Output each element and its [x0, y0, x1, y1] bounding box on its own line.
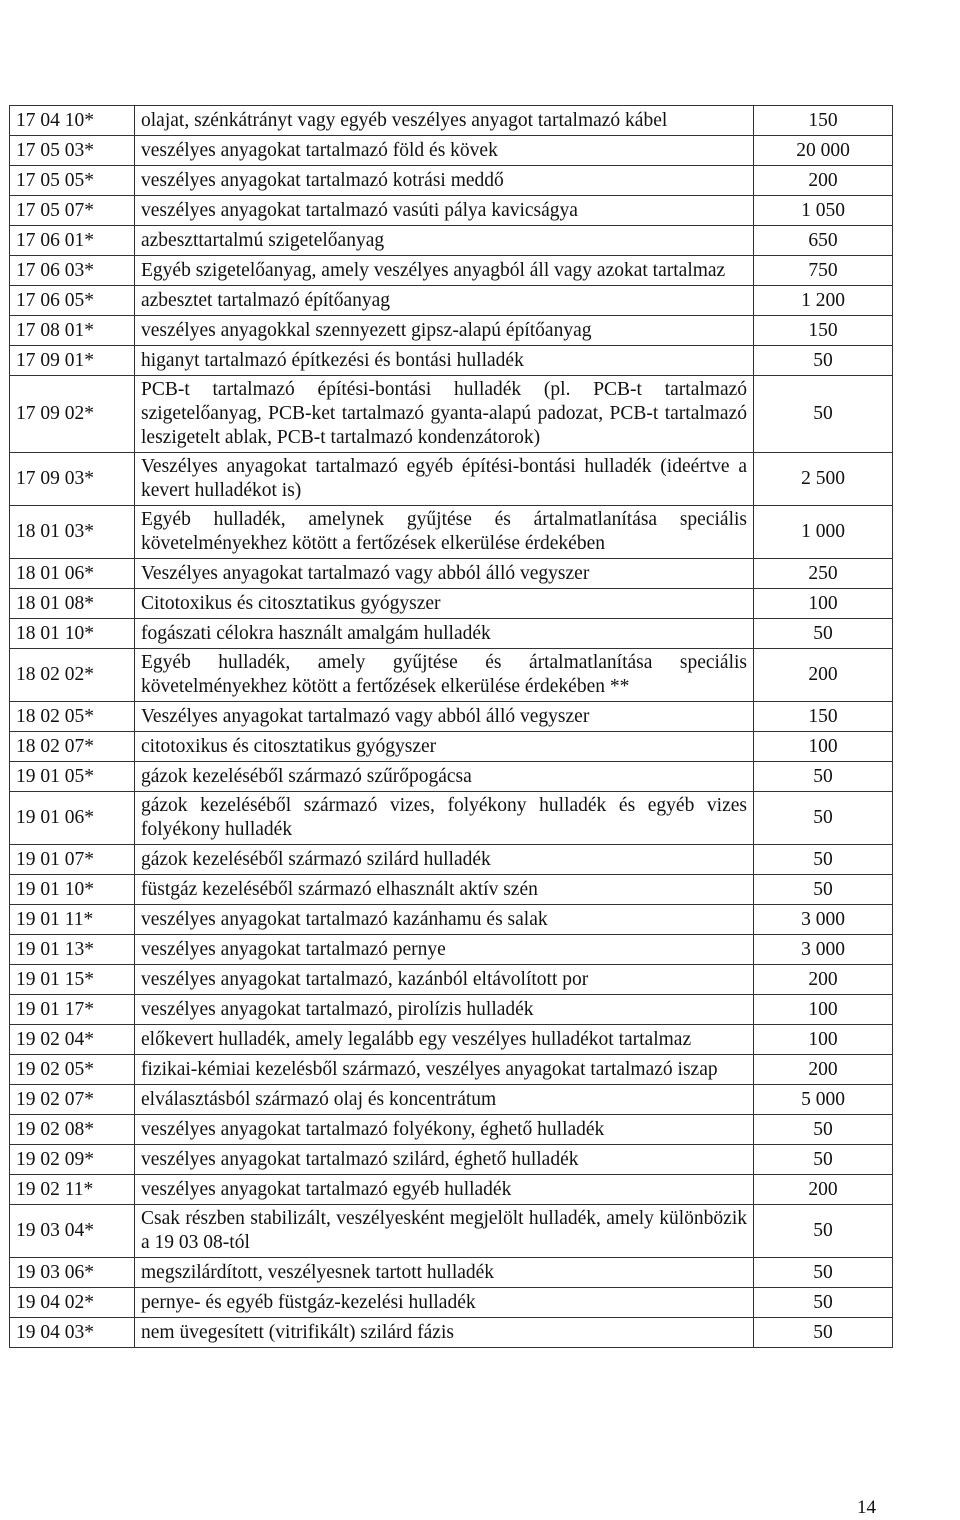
table-row [10, 732, 893, 762]
waste-code-cell: 19 02 08* [10, 1115, 135, 1145]
waste-code-cell: 19 01 05* [10, 762, 135, 792]
table-row [10, 136, 893, 166]
waste-quantity-cell: 50 [754, 1115, 893, 1145]
waste-quantity-cell: 1 000 [754, 506, 893, 559]
waste-code-cell: 19 01 06* [10, 792, 135, 845]
waste-quantity-cell: 50 [754, 875, 893, 905]
waste-code-cell: 19 01 11* [10, 905, 135, 935]
waste-code-cell: 19 02 11* [10, 1175, 135, 1205]
waste-description-cell: gázok kezeléséből származó vizes, folyékony hulladék és egyéb vizes folyékony hulladék [135, 792, 754, 845]
waste-table-body [10, 106, 893, 1348]
waste-quantity-cell: 200 [754, 1055, 893, 1085]
waste-code-cell: 17 09 02* [10, 376, 135, 453]
waste-description-cell: nem üvegesített (vitrifikált) szilárd fázis [135, 1318, 754, 1348]
waste-quantity-cell: 5 000 [754, 1085, 893, 1115]
waste-quantity-cell: 650 [754, 226, 893, 256]
waste-quantity-cell: 50 [754, 619, 893, 649]
table-row [10, 619, 893, 649]
waste-code-cell: 17 09 03* [10, 453, 135, 506]
waste-description-cell: olajat, szénkátrányt vagy egyéb veszélyes anyagot tartalmazó kábel [135, 106, 754, 136]
table-row [10, 1288, 893, 1318]
waste-code-cell: 19 02 05* [10, 1055, 135, 1085]
waste-code-cell: 19 02 09* [10, 1145, 135, 1175]
waste-code-cell: 17 05 07* [10, 196, 135, 226]
waste-quantity-cell: 50 [754, 762, 893, 792]
waste-code-cell: 17 09 01* [10, 346, 135, 376]
waste-code-cell: 17 04 10* [10, 106, 135, 136]
table-row [10, 1175, 893, 1205]
table-row [10, 589, 893, 619]
waste-quantity-cell: 100 [754, 732, 893, 762]
page-number: 14 [857, 1497, 876, 1518]
waste-code-cell: 17 05 03* [10, 136, 135, 166]
waste-code-cell: 18 01 08* [10, 589, 135, 619]
waste-description-cell: gázok kezeléséből származó szilárd hulladék [135, 845, 754, 875]
table-row [10, 905, 893, 935]
waste-code-cell: 19 01 15* [10, 965, 135, 995]
waste-code-cell: 17 08 01* [10, 316, 135, 346]
waste-code-cell: 19 01 07* [10, 845, 135, 875]
table-row [10, 762, 893, 792]
waste-code-cell: 19 03 04* [10, 1205, 135, 1258]
table-row [10, 702, 893, 732]
waste-quantity-cell: 20 000 [754, 136, 893, 166]
waste-quantity-cell: 200 [754, 166, 893, 196]
waste-code-cell: 17 06 03* [10, 256, 135, 286]
table-row [10, 1025, 893, 1055]
waste-code-cell: 17 06 05* [10, 286, 135, 316]
waste-description-cell: veszélyes anyagokat tartalmazó föld és kövek [135, 136, 754, 166]
table-row [10, 166, 893, 196]
waste-code-cell: 19 01 17* [10, 995, 135, 1025]
waste-description-cell: Citotoxikus és citosztatikus gyógyszer [135, 589, 754, 619]
waste-code-cell: 19 03 06* [10, 1258, 135, 1288]
waste-code-cell: 19 01 10* [10, 875, 135, 905]
waste-quantity-cell: 250 [754, 559, 893, 589]
waste-quantity-cell: 50 [754, 346, 893, 376]
waste-description-cell: PCB-t tartalmazó építési-bontási hulladék (pl. PCB-t tartalmazó szigetelőanyag, PCB-ket tartalmazó gyanta-alapú padozat, PCB-t tartalmazó leszigetelt ablak, PCB-t tartalmazó kondenzátorok) [135, 376, 754, 453]
waste-description-cell: veszélyes anyagokat tartalmazó folyékony, éghető hulladék [135, 1115, 754, 1145]
waste-description-cell: azbesztet tartalmazó építőanyag [135, 286, 754, 316]
waste-code-cell: 18 01 06* [10, 559, 135, 589]
waste-table [9, 105, 893, 1348]
waste-code-cell: 18 02 07* [10, 732, 135, 762]
waste-quantity-cell: 50 [754, 1288, 893, 1318]
table-row [10, 649, 893, 702]
waste-description-cell: Egyéb hulladék, amely gyűjtése és ártalmatlanítása speciális követelményekhez kötött a fertőzések elkerülése érdekében ** [135, 649, 754, 702]
waste-code-cell: 17 06 01* [10, 226, 135, 256]
table-row [10, 1115, 893, 1145]
waste-description-cell: veszélyes anyagokat tartalmazó, kazánból eltávolított por [135, 965, 754, 995]
waste-description-cell: veszélyes anyagokat tartalmazó egyéb hulladék [135, 1175, 754, 1205]
waste-quantity-cell: 100 [754, 1025, 893, 1055]
waste-quantity-cell: 750 [754, 256, 893, 286]
waste-description-cell: higanyt tartalmazó építkezési és bontási hulladék [135, 346, 754, 376]
table-row [10, 376, 893, 453]
table-row [10, 346, 893, 376]
table-row [10, 845, 893, 875]
waste-description-cell: fogászati célokra használt amalgám hulladék [135, 619, 754, 649]
waste-quantity-cell: 50 [754, 1258, 893, 1288]
waste-code-cell: 17 05 05* [10, 166, 135, 196]
waste-code-cell: 19 04 03* [10, 1318, 135, 1348]
waste-quantity-cell: 3 000 [754, 905, 893, 935]
waste-quantity-cell: 50 [754, 1145, 893, 1175]
waste-description-cell: veszélyes anyagokat tartalmazó szilárd, éghető hulladék [135, 1145, 754, 1175]
table-row [10, 196, 893, 226]
waste-quantity-cell: 200 [754, 649, 893, 702]
waste-description-cell: veszélyes anyagokat tartalmazó pernye [135, 935, 754, 965]
table-row [10, 226, 893, 256]
waste-description-cell: citotoxikus és citosztatikus gyógyszer [135, 732, 754, 762]
table-row [10, 1205, 893, 1258]
table-row [10, 256, 893, 286]
waste-quantity-cell: 1 200 [754, 286, 893, 316]
waste-description-cell: azbeszttartalmú szigetelőanyag [135, 226, 754, 256]
table-row [10, 559, 893, 589]
waste-quantity-cell: 50 [754, 376, 893, 453]
waste-quantity-cell: 150 [754, 106, 893, 136]
table-row [10, 286, 893, 316]
waste-description-cell: gázok kezeléséből származó szűrőpogácsa [135, 762, 754, 792]
table-row [10, 1085, 893, 1115]
table-row [10, 1258, 893, 1288]
waste-quantity-cell: 150 [754, 702, 893, 732]
waste-code-cell: 19 02 04* [10, 1025, 135, 1055]
table-row [10, 935, 893, 965]
table-row [10, 506, 893, 559]
waste-quantity-cell: 50 [754, 1318, 893, 1348]
waste-description-cell: veszélyes anyagokat tartalmazó, pirolízis hulladék [135, 995, 754, 1025]
waste-code-cell: 18 02 02* [10, 649, 135, 702]
table-row [10, 1145, 893, 1175]
waste-description-cell: veszélyes anyagokat tartalmazó kazánhamu és salak [135, 905, 754, 935]
waste-code-cell: 19 02 07* [10, 1085, 135, 1115]
table-row [10, 1318, 893, 1348]
waste-quantity-cell: 3 000 [754, 935, 893, 965]
waste-quantity-cell: 150 [754, 316, 893, 346]
table-row [10, 792, 893, 845]
waste-quantity-cell: 50 [754, 845, 893, 875]
waste-quantity-cell: 100 [754, 589, 893, 619]
waste-description-cell: fizikai-kémiai kezelésből származó, veszélyes anyagokat tartalmazó iszap [135, 1055, 754, 1085]
waste-code-cell: 18 02 05* [10, 702, 135, 732]
waste-description-cell: Veszélyes anyagokat tartalmazó vagy abból álló vegyszer [135, 559, 754, 589]
waste-description-cell: előkevert hulladék, amely legalább egy veszélyes hulladékot tartalmaz [135, 1025, 754, 1055]
waste-description-cell: veszélyes anyagokat tartalmazó kotrási meddő [135, 166, 754, 196]
waste-description-cell: Egyéb hulladék, amelynek gyűjtése és ártalmatlanítása speciális követelményekhez kötött a fertőzések elkerülése érdekében [135, 506, 754, 559]
waste-description-cell: Csak részben stabilizált, veszélyesként megjelölt hulladék, amely különbözik a 19 03 08-tól [135, 1205, 754, 1258]
table-row [10, 106, 893, 136]
waste-code-cell: 18 01 10* [10, 619, 135, 649]
waste-description-cell: veszélyes anyagokat tartalmazó vasúti pálya kavicságya [135, 196, 754, 226]
table-row [10, 995, 893, 1025]
waste-code-cell: 18 01 03* [10, 506, 135, 559]
waste-description-cell: elválasztásból származó olaj és koncentrátum [135, 1085, 754, 1115]
waste-description-cell: veszélyes anyagokkal szennyezett gipsz-alapú építőanyag [135, 316, 754, 346]
waste-quantity-cell: 100 [754, 995, 893, 1025]
waste-quantity-cell: 200 [754, 1175, 893, 1205]
waste-description-cell: Veszélyes anyagokat tartalmazó egyéb építési-bontási hulladék (ideértve a kevert hulladékot is) [135, 453, 754, 506]
waste-description-cell: pernye- és egyéb füstgáz-kezelési hulladék [135, 1288, 754, 1318]
waste-code-cell: 19 04 02* [10, 1288, 135, 1318]
waste-quantity-cell: 1 050 [754, 196, 893, 226]
table-row [10, 453, 893, 506]
waste-quantity-cell: 200 [754, 965, 893, 995]
waste-code-cell: 19 01 13* [10, 935, 135, 965]
waste-description-cell: füstgáz kezeléséből származó elhasznált aktív szén [135, 875, 754, 905]
waste-quantity-cell: 2 500 [754, 453, 893, 506]
waste-description-cell: Egyéb szigetelőanyag, amely veszélyes anyagból áll vagy azokat tartalmaz [135, 256, 754, 286]
table-row [10, 316, 893, 346]
table-row [10, 1055, 893, 1085]
waste-description-cell: megszilárdított, veszélyesnek tartott hulladék [135, 1258, 754, 1288]
waste-quantity-cell: 50 [754, 1205, 893, 1258]
table-row [10, 965, 893, 995]
waste-description-cell: Veszélyes anyagokat tartalmazó vagy abból álló vegyszer [135, 702, 754, 732]
waste-quantity-cell: 50 [754, 792, 893, 845]
table-row [10, 875, 893, 905]
